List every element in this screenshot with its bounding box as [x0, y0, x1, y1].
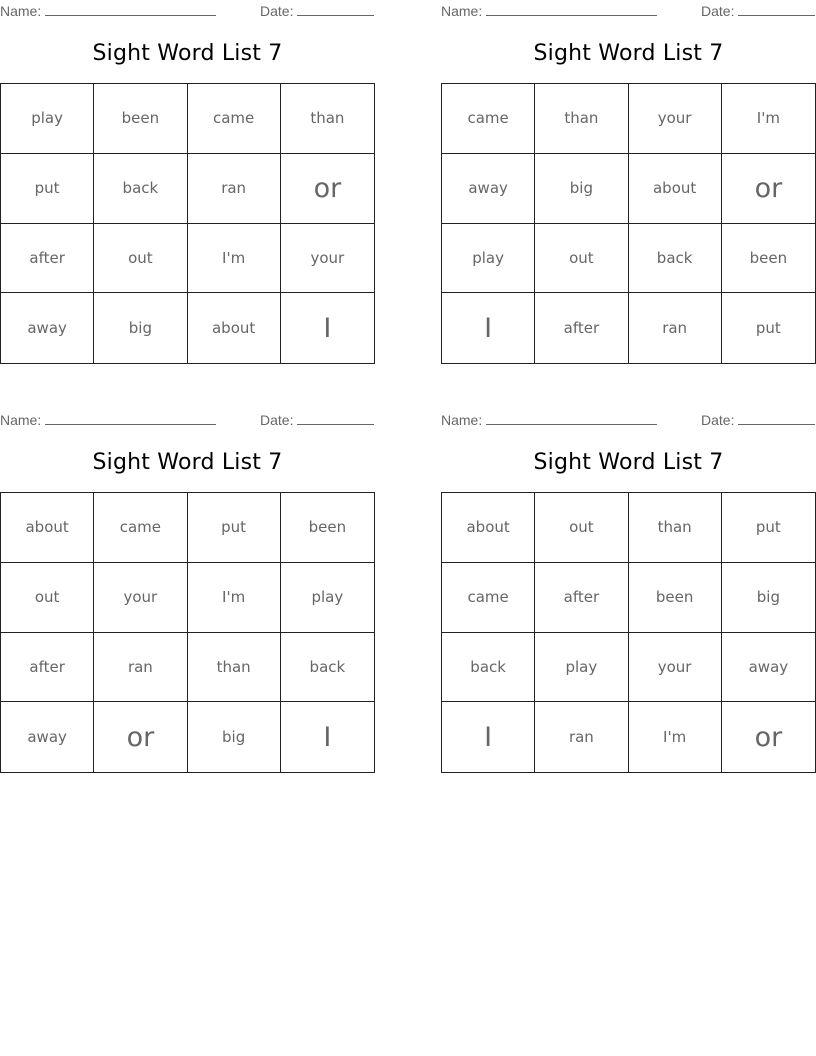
word-cell[interactable]: ran — [535, 702, 628, 772]
word-cell[interactable]: came — [442, 563, 535, 633]
word-cell[interactable]: play — [1, 84, 94, 154]
name-label: Name: — [441, 412, 483, 428]
word-cell[interactable]: about — [442, 493, 535, 563]
date-field[interactable] — [701, 3, 815, 19]
word-cell[interactable]: back — [94, 154, 187, 224]
word-cell[interactable]: about — [188, 293, 281, 363]
word-cell[interactable]: about — [1, 493, 94, 563]
bingo-card — [0, 0, 375, 364]
word-cell[interactable]: ran — [188, 154, 281, 224]
word-cell[interactable]: your — [94, 563, 187, 633]
word-cell[interactable]: your — [629, 633, 722, 703]
word-grid — [441, 492, 816, 773]
name-label: Name: — [441, 3, 483, 19]
card-title: Sight Word List 7 — [92, 41, 283, 66]
word-cell[interactable]: big — [94, 293, 187, 363]
card-title: Sight Word List 7 — [92, 450, 283, 475]
date-field[interactable] — [260, 3, 374, 19]
word-cell[interactable]: than — [629, 493, 722, 563]
date-field[interactable] — [701, 412, 815, 428]
name-label: Name: — [0, 3, 42, 19]
name-blank-line[interactable] — [486, 3, 657, 16]
word-cell[interactable]: big — [722, 563, 815, 633]
name-blank-line[interactable] — [45, 3, 216, 16]
word-cell[interactable]: been — [281, 493, 374, 563]
word-cell[interactable]: came — [94, 493, 187, 563]
card-title: Sight Word List 7 — [533, 450, 724, 475]
word-grid — [0, 83, 375, 364]
word-cell[interactable]: big — [188, 702, 281, 772]
word-cell[interactable]: been — [629, 563, 722, 633]
word-cell[interactable]: about — [629, 154, 722, 224]
word-cell[interactable]: play — [442, 224, 535, 294]
word-cell[interactable]: big — [535, 154, 628, 224]
word-grid — [0, 492, 375, 773]
date-label: Date: — [260, 3, 294, 19]
date-label: Date: — [701, 412, 735, 428]
name-field[interactable] — [0, 3, 216, 19]
word-cell[interactable]: out — [535, 224, 628, 294]
name-blank-line[interactable] — [45, 412, 216, 425]
word-cell[interactable]: put — [755, 319, 781, 338]
word-cell[interactable]: I — [442, 702, 535, 772]
bingo-card — [441, 409, 816, 773]
word-cell[interactable]: or — [754, 721, 783, 753]
word-cell[interactable]: came — [442, 84, 535, 154]
word-cell[interactable]: away — [1, 702, 94, 772]
word-cell[interactable]: I'm — [629, 702, 722, 772]
word-cell[interactable]: put — [722, 493, 815, 563]
word-cell[interactable]: away — [722, 633, 815, 703]
word-cell[interactable]: or — [94, 702, 187, 772]
word-cell[interactable]: back — [629, 224, 722, 294]
word-cell[interactable]: after — [535, 563, 628, 633]
date-blank-line[interactable] — [297, 412, 374, 425]
word-cell[interactable]: play — [281, 563, 374, 633]
name-label: Name: — [0, 412, 42, 428]
word-cell[interactable]: been — [722, 224, 815, 294]
word-cell[interactable]: than — [281, 84, 374, 154]
word-cell[interactable]: ran — [629, 293, 722, 363]
word-cell[interactable]: your — [281, 224, 374, 294]
word-cell[interactable]: put — [188, 493, 281, 563]
word-cell[interactable]: out — [94, 224, 187, 294]
word-cell[interactable]: back — [281, 633, 374, 703]
word-cell[interactable]: been — [94, 84, 187, 154]
word-cell[interactable]: I — [323, 721, 332, 753]
word-cell[interactable]: I — [323, 312, 332, 344]
word-cell[interactable]: your — [629, 84, 722, 154]
word-cell[interactable]: came — [188, 84, 281, 154]
name-field[interactable] — [441, 3, 657, 19]
word-cell[interactable]: after — [535, 293, 628, 363]
date-label: Date: — [260, 412, 294, 428]
word-cell[interactable]: or — [722, 154, 815, 224]
word-grid — [441, 83, 816, 364]
word-cell[interactable]: back — [442, 633, 535, 703]
word-cell[interactable]: I — [442, 293, 535, 363]
word-cell[interactable]: after — [1, 633, 94, 703]
word-cell[interactable]: I'm — [188, 224, 281, 294]
word-cell[interactable]: than — [535, 84, 628, 154]
bingo-card — [0, 409, 375, 773]
word-cell[interactable]: out — [535, 493, 628, 563]
name-field[interactable] — [441, 412, 657, 428]
word-cell[interactable]: or — [281, 154, 374, 224]
word-cell[interactable]: play — [535, 633, 628, 703]
card-title: Sight Word List 7 — [533, 41, 724, 66]
date-label: Date: — [701, 3, 735, 19]
bingo-card — [441, 0, 816, 364]
name-blank-line[interactable] — [486, 412, 657, 425]
word-cell[interactable]: put — [1, 154, 94, 224]
word-cell[interactable]: after — [1, 224, 94, 294]
date-blank-line[interactable] — [297, 3, 374, 16]
word-cell[interactable]: away — [442, 154, 535, 224]
date-field[interactable] — [260, 412, 374, 428]
word-cell[interactable]: I'm — [188, 563, 281, 633]
date-blank-line[interactable] — [738, 3, 815, 16]
word-cell[interactable]: I'm — [722, 84, 815, 154]
word-cell[interactable]: ran — [94, 633, 187, 703]
word-cell[interactable]: than — [188, 633, 281, 703]
word-cell[interactable]: away — [1, 293, 94, 363]
word-cell[interactable]: out — [1, 563, 94, 633]
name-field[interactable] — [0, 412, 216, 428]
date-blank-line[interactable] — [738, 412, 815, 425]
